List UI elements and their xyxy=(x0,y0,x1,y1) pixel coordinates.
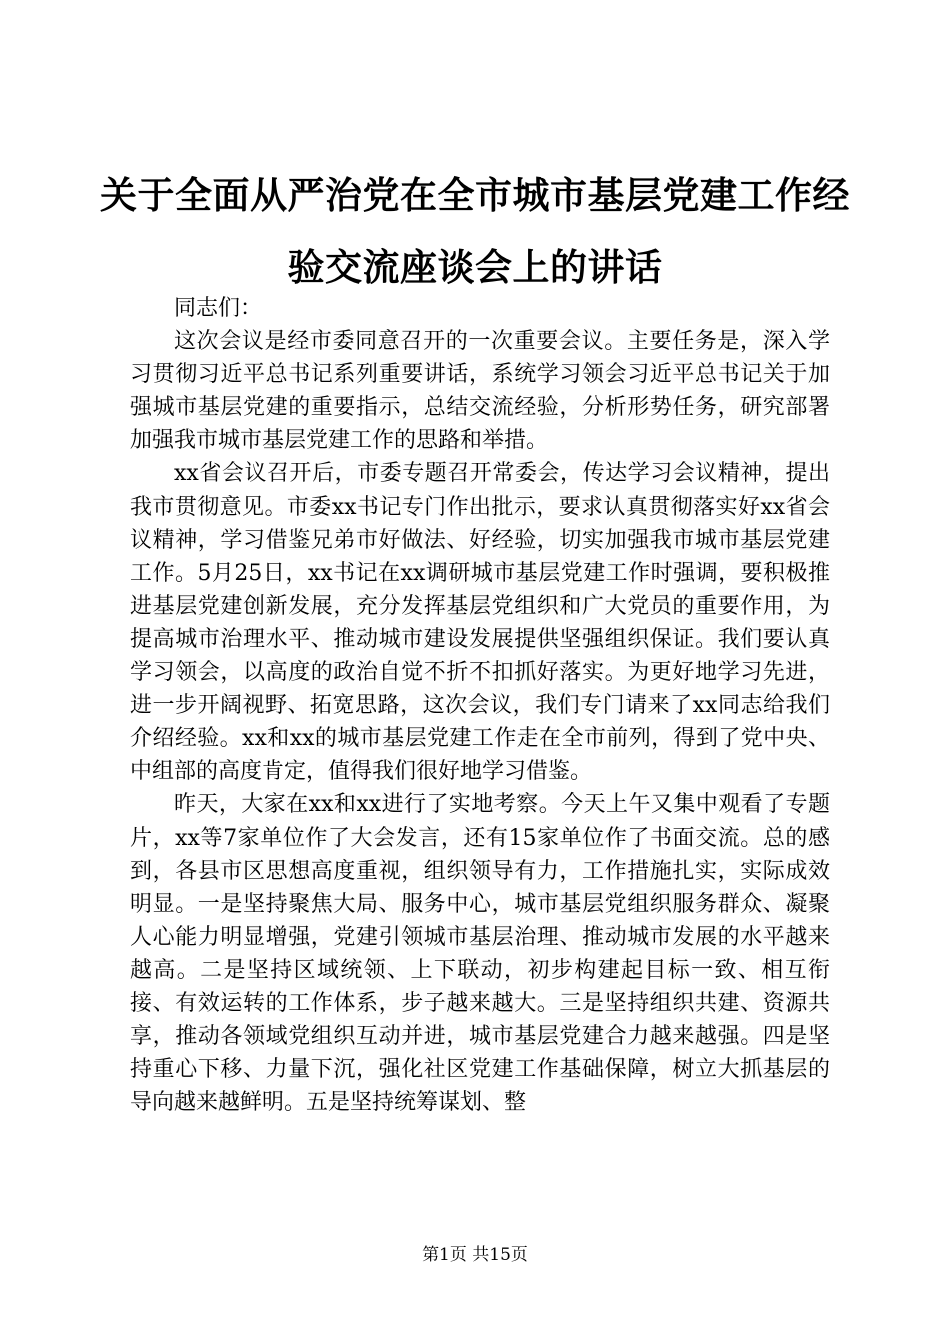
document-title: 关于全面从严治党在全市城市基层党建工作经验交流座谈会上的讲话 xyxy=(100,174,850,289)
paragraph: 昨天，大家在xx和xx进行了实地考察。今天上午又集中观看了专题片，xx等7家单位作了大会发言，还有15家单位作了书面交流。总的感到，各县市区思想高度重视，组织领导有力，工作措施扎实，实际成效明显。一是坚持聚焦大局、服务中心，城市基层党组织服务群众、凝聚人心能力明显增强，党建引领城市基层治理、推动城市发展的水平越来越高。二是坚持区域统领、上下联动，初步构建起目标一致、相互衔接、有效运转的工作体系，步子越来越大。三是坚持组织共建、资源共享，推动各领域党组织互动并进，城市基层党建合力越来越强。四是坚持重心下移、力量下沉，强化社区党建工作基础保障，树立大抓基层的导向越来越鲜明。五是坚持统筹谋划、整 xyxy=(130,792,830,1116)
paragraph: 这次会议是经市委同意召开的一次重要会议。主要任务是，深入学习贯彻习近平总书记系列重要讲话，系统学习领会习近平总书记关于加强城市基层党建的重要指示，总结交流经验，分析形势任务，研究部署加强我市城市基层党建工作的思路和举措。 xyxy=(130,329,830,454)
page-number-footer: 第1页 共15页 xyxy=(422,1245,528,1265)
greeting: 同志们： xyxy=(174,296,263,321)
paragraph: xx省会议召开后，市委专题召开常委会，传达学习会议精神，提出我市贯彻意见。市委xx书记专门作出批示，要求认真贯彻落实好xx省会议精神，学习借鉴兄弟市好做法、好经验，切实加强我市城市基层党建工作。5月25日，xx书记在xx调研城市基层党建工作时强调，要积极推进基层党建创新发展，充分发挥基层党组织和广大党员的重要作用，为提高城市治理水平、推动城市建设发展提供坚强组织保证。我们要认真学习领会，以高度的政治自觉不折不扣抓好落实。为更好地学习先进，进一步开阔视野、拓宽思路，这次会议，我们专门请来了xx同志给我们介绍经验。xx和xx的城市基层党建工作走在全市前列，得到了党中央、中组部的高度肯定，值得我们很好地学习借鉴。 xyxy=(130,461,830,785)
document-body xyxy=(130,292,830,1119)
